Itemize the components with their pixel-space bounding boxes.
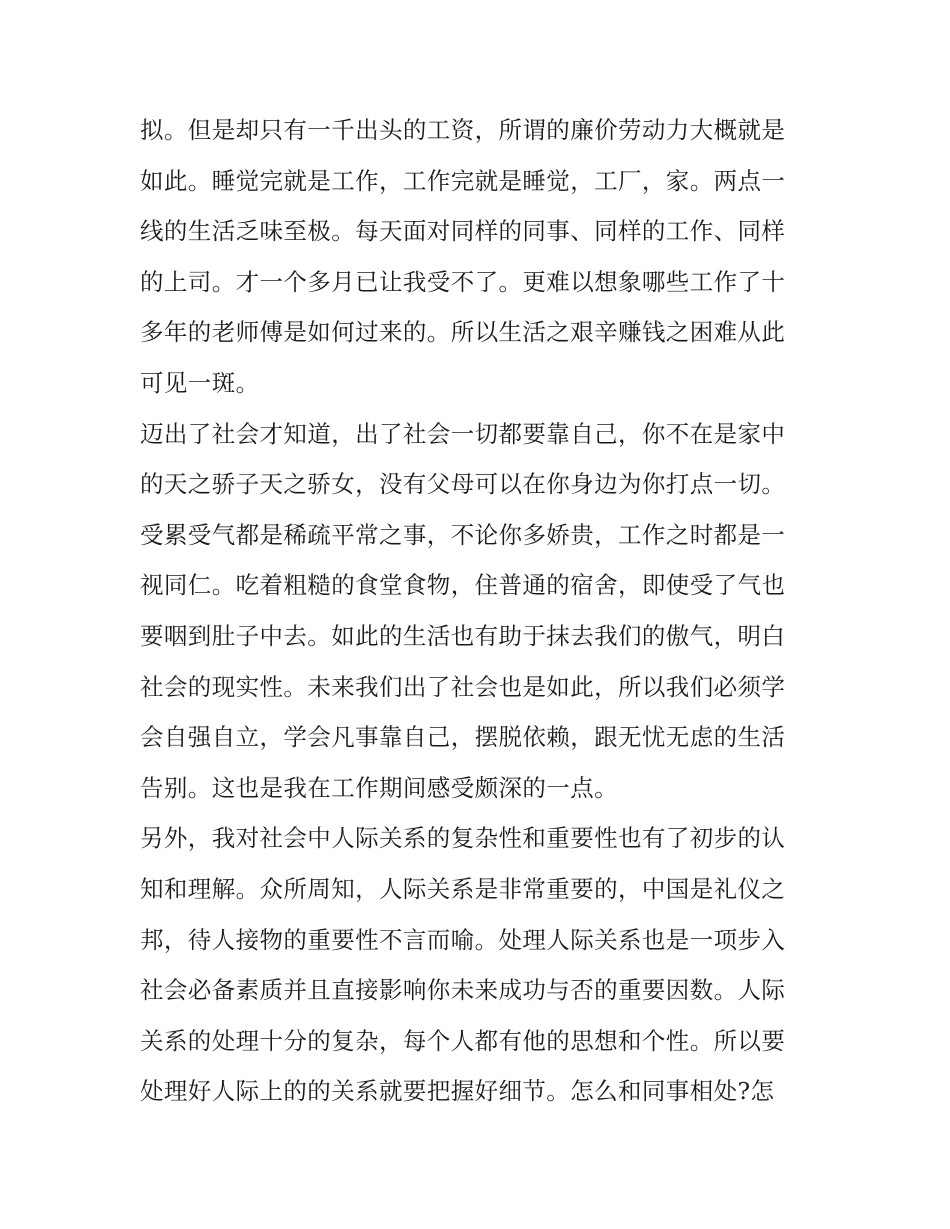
text-line: 关系的处理十分的复杂，每个人都有他的思想和个性。所以要 [140,1026,786,1055]
text-line: 知和理解。众所周知，人际关系是非常重要的，中国是礼仪之 [140,874,786,903]
text-line: 可见一斑。 [140,368,260,397]
text-line: 会自强自立，学会凡事靠自己，摆脱依赖，跟无忧无虑的生活 [140,723,786,752]
text-line: 另外，我对社会中人际关系的复杂性和重要性也有了初步的认 [140,824,786,853]
text-line: 如此。睡觉完就是工作，工作完就是睡觉，工厂，家。两点一 [140,166,786,195]
text-line: 线的生活乏味至极。每天面对同样的同事、同样的工作、同样 [140,217,786,246]
text-line: 社会必备素质并且直接影响你未来成功与否的重要因数。人际 [140,976,786,1005]
text-line: 要咽到肚子中去。如此的生活也有助于抹去我们的傲气，明白 [140,621,786,650]
text-line: 邦，待人接物的重要性不言而喻。处理人际关系也是一项步入 [140,925,786,954]
text-line: 的天之骄子天之骄女，没有父母可以在你身边为你打点一切。 [140,470,786,499]
text-line: 拟。但是却只有一千出头的工资，所谓的廉价劳动力大概就是 [140,116,786,144]
body-text [140,105,830,1117]
text-line: 的上司。才一个多月已让我受不了。更难以想象哪些工作了十 [140,267,786,296]
text-line: 告别。这也是我在工作期间感受颇深的一点。 [140,773,618,802]
text-line: 多年的老师傅是如何过来的。所以生活之艰辛赚钱之困难从此 [140,318,786,347]
text-line: 处理好人际上的的关系就要把握好细节。怎么和同事相处?怎 [140,1077,775,1106]
text-line: 视同仁。吃着粗糙的食堂食物，住普通的宿舍，即使受了气也 [140,571,786,600]
text-line: 受累受气都是稀疏平常之事，不论你多娇贵，工作之时都是一 [140,520,786,549]
text-line: 迈出了社会才知道，出了社会一切都要靠自己，你不在是家中 [140,419,786,448]
text-line: 社会的现实性。未来我们出了社会也是如此，所以我们必须学 [140,672,786,701]
